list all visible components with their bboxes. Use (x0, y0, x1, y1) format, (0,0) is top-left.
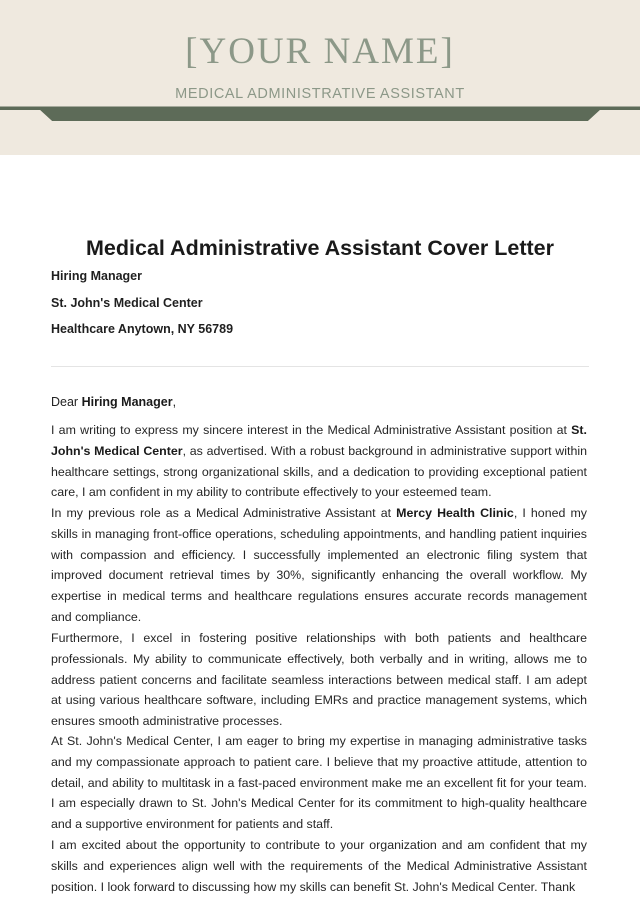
paragraph-closing (51, 835, 587, 897)
paragraph-text: At St. John's Medical Center, I am eager to bring my expertise in managing administrative tasks and my compassionate approach to patient care. I believe that my proactive attitude, attention to detail, and ability to multitask in a fast-paced environment make me an excellent fit for your team. I am especially drawn to St. John's Medical Center for its commitment to high-quality healthcare and a supportive environment for patients and staff. (51, 734, 587, 832)
section-divider (51, 366, 589, 367)
salutation (51, 395, 176, 409)
recipient-company: St. John's Medical Center (51, 296, 203, 310)
paragraph-experience (51, 503, 587, 628)
applicant-name: [YOUR NAME] (185, 31, 455, 72)
recipient-address: Healthcare Anytown, NY 56789 (51, 322, 234, 336)
paragraph-motivation (51, 731, 587, 835)
company-highlight: St. John's Medical Center (51, 423, 587, 458)
header-band-decoration (0, 104, 640, 126)
document-title: Medical Administrative Assistant Cover Letter (86, 236, 554, 260)
letterhead (0, 0, 640, 155)
paragraph-text: Furthermore, I excel in fostering positive relationships with both patients and healthcare professionals. My ability to communicate effectively, both verbally and in writing, allows me to address patient concerns and facilitate seamless interactions between medical staff. I am adept at using various healthcare software, including EMRs and practice management systems, which ensures smooth administrative processes. (51, 631, 587, 729)
salutation-suffix: , (172, 395, 177, 409)
paragraph-text: I am writing to express my sincere interest in the Medical Administrative Assistant position at (51, 423, 572, 437)
paragraph-text: In my previous role as a Medical Administrative Assistant at (51, 506, 397, 520)
salutation-prefix: Dear (51, 395, 82, 409)
paragraph-relationships (51, 628, 587, 732)
paragraph-text: I am excited about the opportunity to contribute to your organization and am confident that my skills and experiences align well with the requirements of the Medical Administrative Assistant position. I look forward to discussing how my skills can benefit St. John's Medical Center. Thank (51, 838, 587, 894)
salutation-name: Hiring Manager (81, 395, 173, 409)
previous-employer-highlight: Mercy Health Clinic (396, 506, 514, 520)
paragraph-text: , as advertised. With a robust background in administrative support within healthcare settings, strong organizational skills, and a dedication to providing exceptional patient care, I am confident in my ability to contribute effectively to your esteemed team. (51, 443, 587, 500)
recipient-name: Hiring Manager (51, 269, 142, 283)
paragraph-intro (51, 420, 587, 503)
paragraph-text: , I honed my skills in managing front-office operations, scheduling appointments, and handling patient inquiries with compassion and efficiency. I successfully implemented an electronic filing system that improved document retrieval times by 30%, significantly enhancing the overall workflow. My expertise in medical terms and healthcare regulations ensures accurate records management and compliance. (51, 506, 587, 624)
applicant-role: MEDICAL ADMINISTRATIVE ASSISTANT (175, 86, 465, 102)
